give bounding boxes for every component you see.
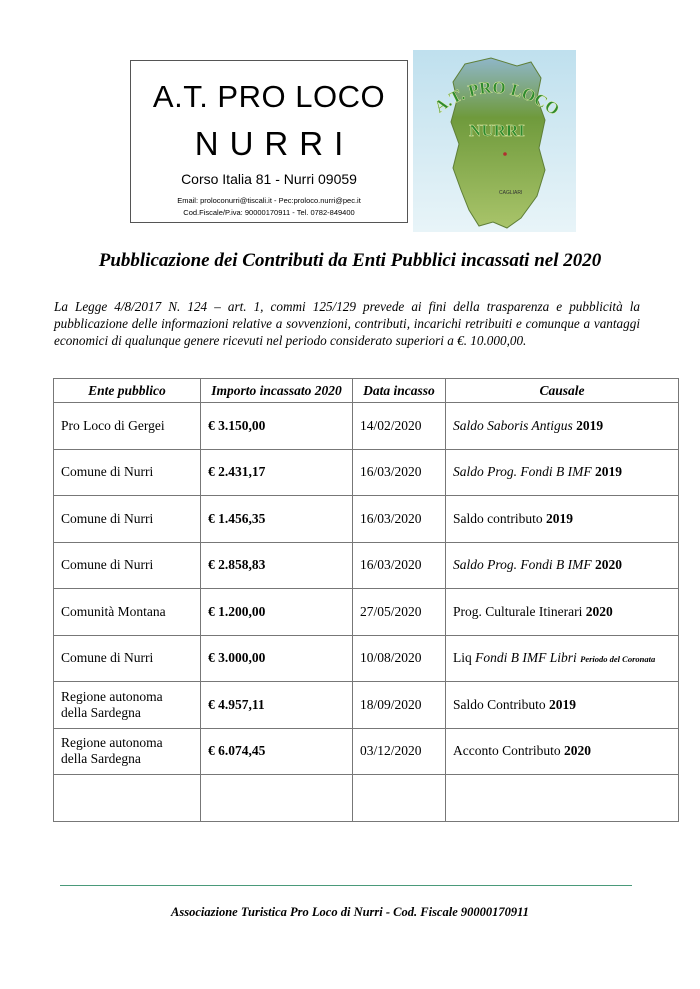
cell-data: 16/03/2020 <box>353 449 446 496</box>
cell-ente: Pro Loco di Gergei <box>54 403 201 450</box>
ente-line-2: della Sardegna <box>61 751 141 767</box>
header-causale: Causale <box>446 379 679 403</box>
cell-causale <box>446 542 679 589</box>
header-importo: Importo incassato 2020 <box>201 379 353 403</box>
cell-data: 16/03/2020 <box>353 496 446 543</box>
logo-town-text: NURRI <box>469 121 525 140</box>
cell-causale <box>446 728 679 775</box>
causale-year: 2019 <box>594 464 622 480</box>
cell-ente: Comunità Montana <box>54 589 201 636</box>
cell-data: 27/05/2020 <box>353 589 446 636</box>
cell-importo: € 6.074,45 <box>201 728 353 775</box>
cell-importo: € 2.858,83 <box>201 542 353 589</box>
logo-city-label: CAGLIARI <box>499 190 523 196</box>
ente-line-1: Regione autonoma <box>61 735 163 751</box>
causale-year: 2019 <box>576 417 604 433</box>
causale-year: 2020 <box>564 743 591 759</box>
cell-data: 03/12/2020 <box>353 728 446 775</box>
cell-data: 14/02/2020 <box>353 403 446 450</box>
org-address: Corso Italia 81 - Nurri 09059 <box>181 171 357 187</box>
causale-prefix: Liq <box>453 649 472 665</box>
causale-text: Saldo contributo <box>453 510 543 526</box>
table-header-row <box>54 379 679 403</box>
footer-divider <box>60 885 632 886</box>
cell-ente: Comune di Nurri <box>54 542 201 589</box>
causale-year: 2020 <box>585 603 613 619</box>
cell-importo: € 3.150,00 <box>201 403 353 450</box>
causale-year: 2019 <box>549 696 577 712</box>
causale-text: Saldo Contributo <box>453 696 546 712</box>
causale-text: Fondi B IMF Libri <box>475 649 577 665</box>
cell-ente <box>54 728 201 775</box>
table-row <box>54 589 679 636</box>
cell-importo: € 4.957,11 <box>201 682 353 729</box>
cell-causale <box>446 682 679 729</box>
cell-importo: € 1.200,00 <box>201 589 353 636</box>
cell-data: 10/08/2020 <box>353 635 446 682</box>
table-row-empty <box>54 775 679 822</box>
table-row <box>54 449 679 496</box>
cell-importo: € 1.456,35 <box>201 496 353 543</box>
contributions-table <box>53 378 679 822</box>
causale-year: 2019 <box>546 510 573 526</box>
cell-empty <box>201 775 353 822</box>
cell-causale <box>446 403 679 450</box>
cell-ente <box>54 682 201 729</box>
table-row <box>54 403 679 450</box>
org-email-line: Email: proloconurri@tiscali.it - Pec:proloco.nurri@pec.it <box>177 196 361 205</box>
cell-importo: € 3.000,00 <box>201 635 353 682</box>
causale-text: Saldo Saboris Antigus <box>453 417 573 433</box>
table-row <box>54 682 679 729</box>
cell-empty <box>54 775 201 822</box>
ente-line-2: della Sardegna <box>61 704 141 720</box>
header-ente: Ente pubblico <box>54 379 201 403</box>
causale-year: 2020 <box>594 557 622 573</box>
causale-text: Saldo Prog. Fondi B IMF <box>453 464 592 480</box>
org-fiscal-line: Cod.Fiscale/P.iva: 90000170911 - Tel. 0782-849400 <box>183 208 355 217</box>
cell-empty <box>353 775 446 822</box>
cell-causale <box>446 589 679 636</box>
org-name: A.T. PRO LOCO <box>152 79 386 114</box>
table-row <box>54 728 679 775</box>
causale-text: Acconto Contributo <box>453 743 561 759</box>
letterhead-box <box>130 60 408 223</box>
cell-ente: Comune di Nurri <box>54 635 201 682</box>
causale-text: Saldo Prog. Fondi B IMF <box>453 557 592 573</box>
document-title: Pubblicazione dei Contributi da Enti Pubblici incassati nel 2020 <box>98 250 602 271</box>
cell-data: 18/09/2020 <box>353 682 446 729</box>
logo-arc-text: A.T. PRO LOCO <box>430 77 563 120</box>
header-data: Data incasso <box>353 379 446 403</box>
cell-empty <box>446 775 679 822</box>
org-town: NURRI <box>194 125 355 162</box>
causale-text: Prog. Culturale Itinerari <box>453 603 583 619</box>
cell-ente: Comune di Nurri <box>54 496 201 543</box>
cell-causale <box>446 635 679 682</box>
causale-note: Periodo del Coronata <box>580 653 656 664</box>
table-row <box>54 542 679 589</box>
cell-causale <box>446 496 679 543</box>
intro-paragraph: La Legge 4/8/2017 N. 124 – art. 1, commi 125/129 prevede ai fini della trasparenza e pubblicità la pubblicazione delle informazioni relative a sovvenzioni, contributi, incarichi retribuiti e comunque a vantaggi economici di qualunque genere ricevuti nel periodo considerato superiori a €. 10.000,00. <box>54 299 640 348</box>
pro-loco-logo <box>413 50 576 232</box>
ente-line-1: Regione autonoma <box>61 688 163 704</box>
cell-ente: Comune di Nurri <box>54 449 201 496</box>
footer-text: Associazione Turistica Pro Loco di Nurri - Cod. Fiscale 90000170911 <box>171 905 529 919</box>
table-row <box>54 635 679 682</box>
table-row <box>54 496 679 543</box>
cell-data: 16/03/2020 <box>353 542 446 589</box>
cell-causale <box>446 449 679 496</box>
cell-importo: € 2.431,17 <box>201 449 353 496</box>
